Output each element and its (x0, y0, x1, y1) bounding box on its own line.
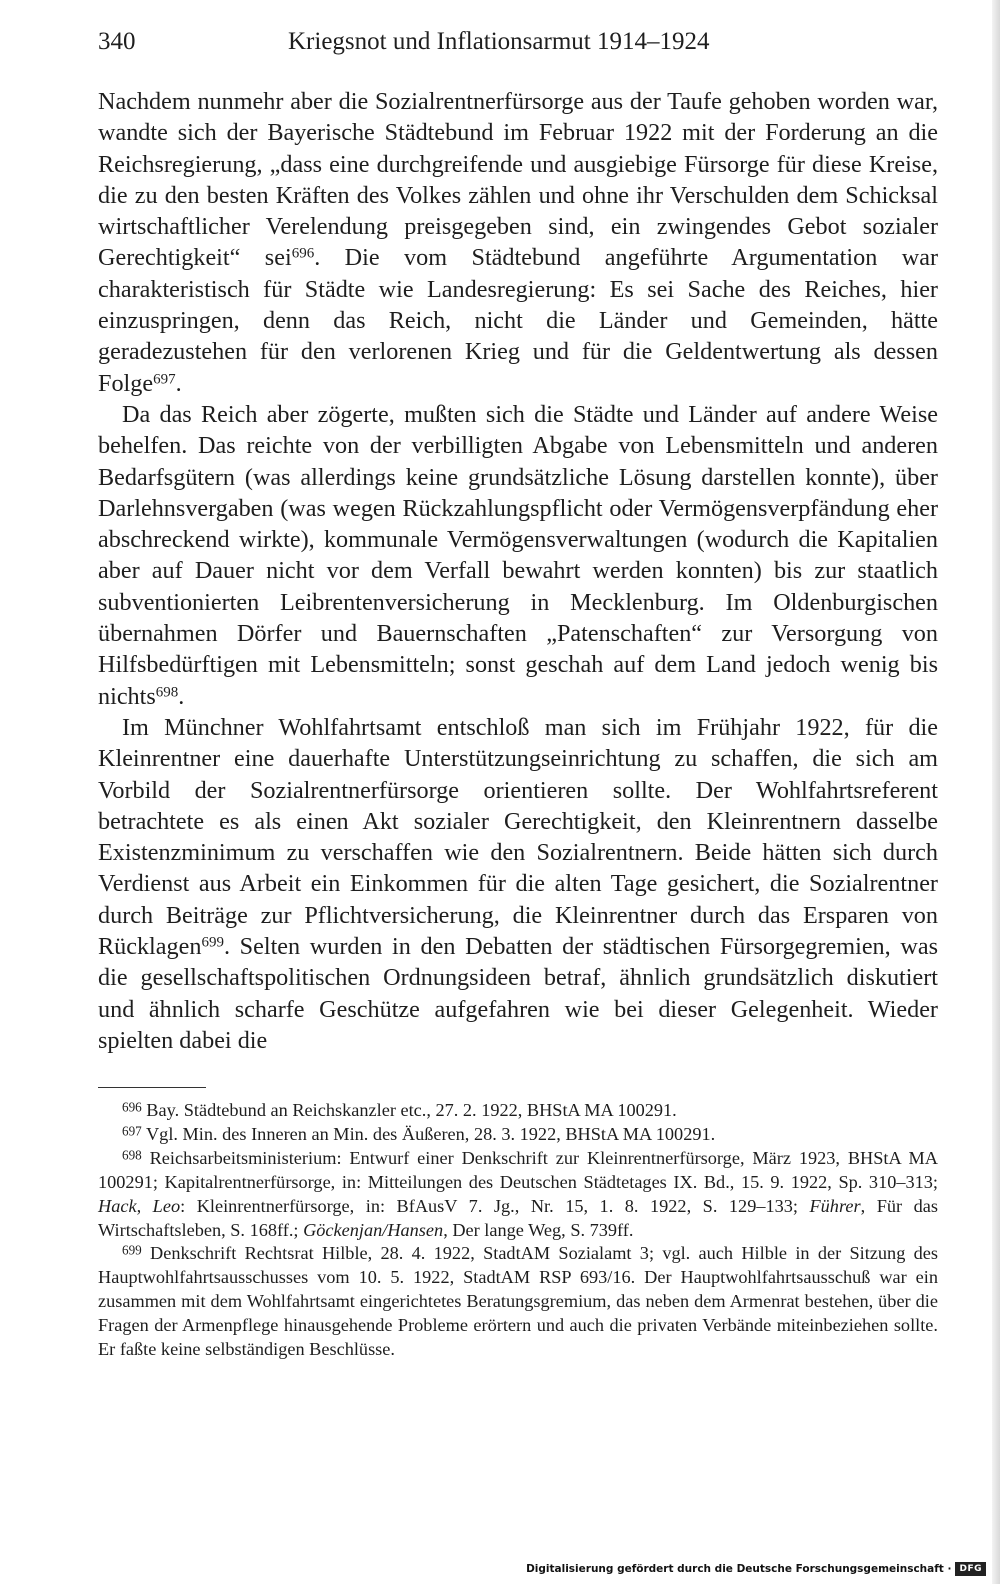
footnote-mark: 699 (122, 1242, 142, 1258)
footnote-text: Reichsarbeitsministerium: Entwurf einer Denkschrift zur Kleinrentnerfürsorge, März 1923, BHStA MA 100291; Kapitalrentnerfürsorge, in: Mitteilungen des Deutschen Städtetages IX. Bd., 15. 9. 1922, Sp. 310–313; (98, 1147, 938, 1192)
footnote-text: : Kleinrentnerfürsorge, in: BfAusV 7. Jg., Nr. 15, 1. 8. 1922, S. 129–133; (180, 1195, 810, 1216)
body-text (98, 86, 938, 1056)
paragraph-1-text-b: . Die vom Städtebund angeführte Argumentation war charakteristisch für Städte wie Landesregierung: Es sei Sache des Reiches, hier einzuspringen, denn das Reich, nicht die Länder und Gemeinden, hätte geradezustehen für den verlorenen Krieg und für die Geldentwertung als dessen Folge (98, 244, 939, 397)
digitization-credit (526, 1558, 986, 1580)
footnote-696 (98, 1099, 938, 1123)
running-title: Kriegsnot und Inflationsarmut 1914–1924 (288, 28, 710, 55)
footnote-text: Vgl. Min. des Inneren an Min. des Äußeren, 28. 3. 1922, BHStA MA 100291. (141, 1123, 716, 1144)
footnote-ref-697[interactable]: 697 (153, 371, 176, 388)
paragraph-1-text-a: Nachdem nunmehr aber die Sozialrentnerfürsorge aus der Taufe gehoben worden war, wandte sich der Bayerische Städtebund im Februar 1922 mit der Forderung an die Reichsregierung, „dass eine durchgreifende und ausgiebige Fürsorge für diese Kreise, die zu den besten Kräften des Volkes zählen und ohne ihr Verschulden dem Schicksal wirtschaftlicher Verelendung preisgegeben sind, ein zwingendes Gebot sozialer Gerechtigkeit“ sei (98, 88, 938, 272)
paragraph-1-text-c: . (175, 369, 182, 397)
footnote-author: Führer (809, 1195, 861, 1216)
running-head (98, 24, 938, 64)
footnote-text: , Für das Wirtschaftsleben, S. 168ff.; (98, 1195, 938, 1240)
footnote-697 (98, 1123, 938, 1147)
footnote-ref-696[interactable]: 696 (291, 245, 315, 262)
scan-page-edge (992, 0, 1000, 1584)
footnote-author: Hack, Leo (98, 1195, 181, 1216)
page-number: 340 (98, 28, 136, 55)
footnote-text: Bay. Städtebund an Reichskanzler etc., 27. 2. 1922, BHStA MA 100291. (141, 1100, 677, 1120)
footnote-separator (98, 1087, 206, 1088)
footnote-text: , Der lange Weg, S. 739ff. (443, 1219, 634, 1240)
footnote-699 (98, 1242, 938, 1362)
paragraph-1 (98, 86, 938, 399)
paragraph-2 (98, 399, 938, 712)
footnote-mark: 696 (122, 1099, 142, 1115)
footnotes (98, 1099, 938, 1362)
footnote-698 (98, 1147, 938, 1243)
paragraph-3 (98, 712, 938, 1056)
footnote-mark: 698 (122, 1147, 142, 1163)
dfg-logo-icon: DFG (955, 1562, 986, 1576)
paragraph-2-text-a: Da das Reich aber zögerte, mußten sich die Städte und Länder auf andere Weise behelfen. Das reichte von der verbilligten Abgabe von Lebensmitteln und anderen Bedarfsgütern (was allerdings keine grundsätzliche Lösung darstellen konnte), über Darlehnsvergaben (was wegen Rückzahlungspflicht oder Vermögensverpfändung eher abschreckend wirkte), kommunale Vermögensverwaltungen (wodurch die Kapitalien aber auf Dauer nicht vor dem Verfall bewahrt werden konnten) bis zur staatlich subventionierten Leibrentenversicherung in Mecklenburg. Im Oldenburgischen übernahmen Dörfer und Bauernschaften „Patenschaften“ zur Versorgung von Hilfsbedürftigen mit Lebensmitteln; sonst geschah auf dem Land jedoch wenig bis nichts (98, 400, 938, 710)
paragraph-3-text-a: Im Münchner Wohlfahrtsamt entschloß man sich im Frühjahr 1922, für die Kleinrentner eine dauerhafte Unterstützungseinrichtung zu schaffen, die sich am Vorbild der Sozialrentnerfürsorge orientieren sollte. Der Wohlfahrtsreferent betrachtete es als einen Akt sozialer Gerechtigkeit, den Kleinrentnern dasselbe Existenzminimum zu verschaffen wie den Sozialrentnern. Beide hätten sich durch Verdienst aus Arbeit ein Einkommen für die alten Tage gesichert, die Sozialrentner durch Beiträge zur Pflichtversicherung, die Kleinrentner durch das Ersparen von Rücklagen (98, 713, 938, 961)
footnote-mark: 697 (122, 1123, 142, 1139)
digitization-credit-text: Digitalisierung gefördert durch die Deutsche Forschungsgemeinschaft · (526, 1563, 952, 1575)
footnote-ref-698[interactable]: 698 (155, 684, 179, 701)
paragraph-3-text-b: . Selten wurden in den Debatten der städtischen Fürsorgegremien, was die gesellschaftspolitischen Ordnungsideen betraf, ähnlich grundsätzlich diskutiert und ähnlich scharfe Geschütze aufgefahren wie bei dieser Gelegenheit. Wieder spielten dabei die (98, 933, 938, 1054)
footnote-text: Denkschrift Rechtsrat Hilble, 28. 4. 1922, StadtAM Sozialamt 3; vgl. auch Hilble in der Sitzung des Hauptwohlfahrtsausschusses vom 10. 5. 1922, StadtAM RSP 693/16. Der Hauptwohlfahrtsausschuß war ein zusammen mit dem Wohlfahrtsamt eingerichtetes Beratungsgremium, das neben dem Armenrat bestehen, über die Fragen der Armenpflege hinausgehende Probleme erörtern und auch die privaten Verbände miteinbeziehen sollte. Er faßte keine selbständigen Beschlüsse. (98, 1243, 938, 1360)
footnote-author: Göckenjan/Hansen (303, 1219, 444, 1240)
paragraph-2-text-b: . (178, 682, 185, 710)
footnote-ref-699[interactable]: 699 (201, 934, 224, 951)
